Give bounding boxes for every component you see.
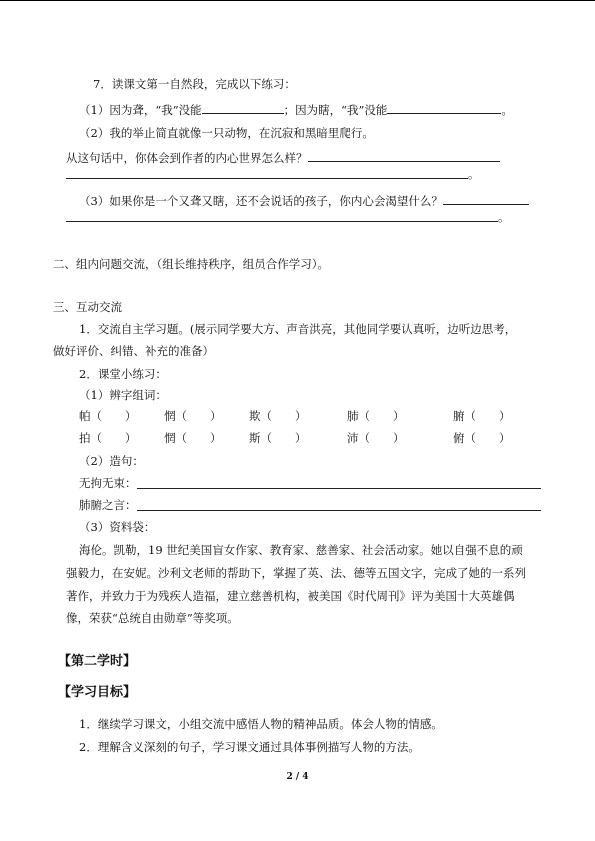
q7-blank-4[interactable] xyxy=(66,178,468,179)
ziliao-line: 著作，并致力于为残疾人造福，建立慈善机构，被美国《时代周刊》评为美国十大英雄偶 xyxy=(66,589,515,603)
q7-part3-text: （3）如果你是一个又聋又瞎，还不会说话的孩子，你内心会渴望什么？ xyxy=(79,194,443,208)
zaoju-label: （2）造句： xyxy=(79,454,144,468)
ziliao-line: 像，荣获“总统自由勋章”等奖项。 xyxy=(66,611,239,625)
bianzi-cell[interactable]: 帕（ ） xyxy=(79,409,137,423)
ziliao-line: 海伦。凯勒，19 世纪美国盲女作家、教育家、慈善家、社会活动家。她以自强不息的顽 xyxy=(79,543,523,557)
bianzi-cell[interactable]: 惘（ ） xyxy=(164,431,222,445)
q7-blank-1[interactable] xyxy=(202,102,284,114)
q7-part3 xyxy=(79,193,529,208)
bianzi-cell[interactable]: 腑（ ） xyxy=(453,409,511,423)
bianzi-cell[interactable]: 肺（ ） xyxy=(347,409,405,423)
section-2-heading: 二、组内问题交流，（组长维持秩序，组员合作学习）。 xyxy=(53,257,329,271)
q7-part2-end: 。 xyxy=(468,167,480,181)
bianzi-cell[interactable]: 欺（ ） xyxy=(249,409,307,423)
q7-part1-end: 。 xyxy=(501,103,513,117)
bianzi-cell[interactable]: 斯（ ） xyxy=(249,431,307,445)
bianzi-cell[interactable]: 拍（ ） xyxy=(79,431,137,445)
q7-blank-6[interactable] xyxy=(66,221,498,222)
goal-item-1: 1．继续学习课文，小组交流中感悟人物的精神品质。体会人物的情感。 xyxy=(79,717,443,731)
learning-goals-heading: 【学习目标】 xyxy=(58,685,137,700)
bianzi-cell[interactable]: 惘（ ） xyxy=(164,409,222,423)
q7-part2-question xyxy=(66,150,500,165)
section-3-item-2: 2．课堂小练习： xyxy=(79,367,167,381)
q7-part3-end: 。 xyxy=(498,210,510,224)
ziliao-line: 强毅力，在安妮。沙利文老师的帮助下，掌握了英、法、德等五国文字，完成了她的一系列 xyxy=(66,566,526,580)
zaoju-1-label: 无拘无束： xyxy=(79,476,137,490)
q7-title: 7．读课文第一自然段，完成以下练习： xyxy=(93,77,296,91)
q7-part1-text-b: ；因为瞎，“我”没能 xyxy=(283,103,388,117)
page-top-rule xyxy=(0,0,595,1)
q7-blank-2[interactable] xyxy=(387,102,501,114)
zaoju-1-blank[interactable] xyxy=(137,488,541,489)
bianzi-cell[interactable]: 俯（ ） xyxy=(453,431,511,445)
goal-item-2: 2．理解含义深刻的句子，学习课文通过具体事例描写人物的方法。 xyxy=(79,740,420,754)
q7-part1-text-a: （1）因为聋，“我”没能 xyxy=(79,103,202,117)
zaoju-2-blank[interactable] xyxy=(137,510,541,511)
q7-blank-3[interactable] xyxy=(308,150,500,162)
q7-part2: （2）我的举止简直就像一只动物，在沉寂和黑暗里爬行。 xyxy=(79,126,374,140)
section-3-item-1: 1．交流自主学习题。(展示同学要大方、声音洪亮，其他同学要认真听，边听边思考， xyxy=(79,322,517,336)
lesson-2-heading: 【第二学时】 xyxy=(58,654,137,669)
bianzi-label: （1）辨字组词： xyxy=(79,388,167,402)
q7-part2-question-text: 从这句话中，你体会到作者的内心世界怎么样？ xyxy=(66,151,308,165)
ziliao-label: （3）资料袋： xyxy=(79,520,156,534)
section-3-item-1-cont: 做好评价、纠错、补充的准备） xyxy=(53,344,214,358)
bianzi-cell[interactable]: 沛（ ） xyxy=(347,431,405,445)
zaoju-2-label: 肺腑之言： xyxy=(79,498,137,512)
q7-part1 xyxy=(79,102,513,117)
q7-blank-5[interactable] xyxy=(443,193,529,205)
page-number: 2 / 4 xyxy=(286,772,309,782)
section-3-heading: 三、互动交流 xyxy=(53,300,122,314)
